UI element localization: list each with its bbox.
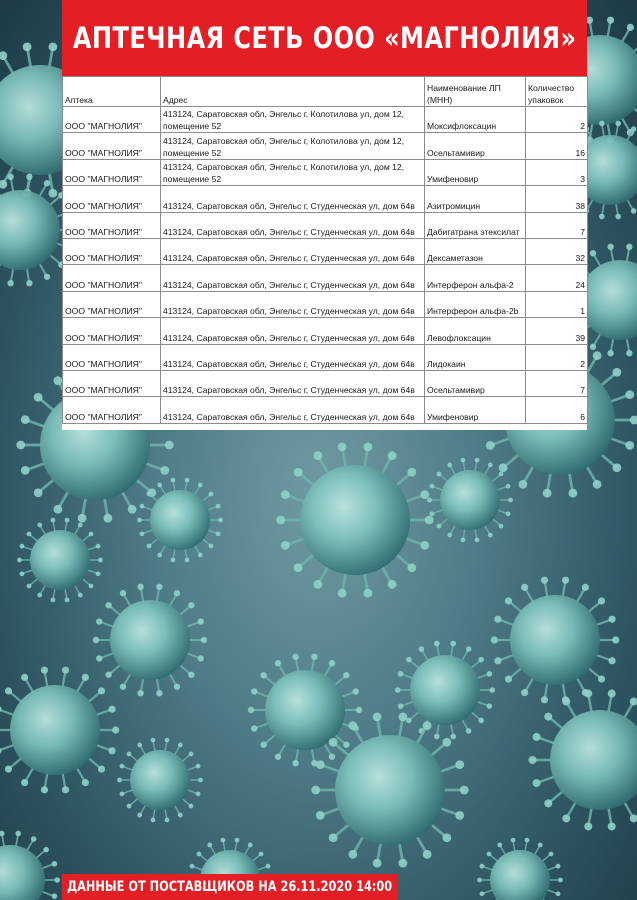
cell-drug-name: Интерферон альфа-2 [425, 265, 526, 291]
page-title: АПТЕЧНАЯ СЕТЬ ООО «МАГНОЛИЯ» [72, 21, 577, 55]
cell-drug-name: Дабигатрана этексилат [425, 212, 526, 238]
table-row [63, 318, 588, 344]
cell-address: 413124, Саратовская обл, Энгельс г, Колотилова ул, дом 12, помещение 52 [161, 133, 425, 159]
table-row [63, 397, 588, 423]
cell-quantity: 1 [526, 291, 588, 317]
cell-quantity: 2 [526, 107, 588, 133]
cell-pharmacy: ООО "МАГНОЛИЯ" [63, 397, 161, 423]
table-row [63, 186, 588, 212]
cell-pharmacy: ООО "МАГНОЛИЯ" [63, 318, 161, 344]
cell-drug-name: Моксифлоксацин [425, 107, 526, 133]
footer-banner [62, 874, 397, 900]
cell-drug-name: Осельтамивир [425, 370, 526, 396]
cell-quantity: 38 [526, 186, 588, 212]
cell-drug-name: Умифеновир [425, 397, 526, 423]
cell-quantity: 39 [526, 318, 588, 344]
cell-pharmacy: ООО "МАГНОЛИЯ" [63, 265, 161, 291]
cell-address: 413124, Саратовская обл, Энгельс г, Студенческая ул, дом 64в [161, 397, 425, 423]
cell-drug-name: Левофлоксацин [425, 318, 526, 344]
cell-quantity: 24 [526, 265, 588, 291]
cell-pharmacy: ООО "МАГНОЛИЯ" [63, 370, 161, 396]
table-row [63, 107, 588, 133]
cell-quantity: 2 [526, 344, 588, 370]
column-header-pharmacy: Аптека [63, 77, 161, 107]
cell-quantity: 6 [526, 397, 588, 423]
cell-quantity: 7 [526, 212, 588, 238]
cell-drug-name: Осельтамивир [425, 133, 526, 159]
cell-quantity: 32 [526, 238, 588, 264]
cell-pharmacy: ООО "МАГНОЛИЯ" [63, 107, 161, 133]
cell-pharmacy: ООО "МАГНОЛИЯ" [63, 238, 161, 264]
cell-address: 413124, Саратовская обл, Энгельс г, Колотилова ул, дом 12, помещение 52 [161, 107, 425, 133]
table-row [63, 133, 588, 159]
cell-pharmacy: ООО "МАГНОЛИЯ" [63, 212, 161, 238]
cell-quantity: 3 [526, 159, 588, 185]
cell-quantity: 7 [526, 370, 588, 396]
cell-address: 413124, Саратовская обл, Энгельс г, Студенческая ул, дом 64в [161, 344, 425, 370]
table-row [63, 344, 588, 370]
cell-address: 413124, Саратовская обл, Энгельс г, Студенческая ул, дом 64в [161, 370, 425, 396]
table-row [63, 212, 588, 238]
cell-address: 413124, Саратовская обл, Энгельс г, Студенческая ул, дом 64в [161, 186, 425, 212]
cell-address: 413124, Саратовская обл, Энгельс г, Студенческая ул, дом 64в [161, 238, 425, 264]
table-header-row [63, 77, 588, 107]
data-timestamp: ДАННЫЕ ОТ ПОСТАВЩИКОВ НА 26.11.2020 14:00 [66, 879, 393, 895]
cell-drug-name: Интерферон альфа-2b [425, 291, 526, 317]
table-row [63, 159, 588, 185]
cell-drug-name: Дексаметазон [425, 238, 526, 264]
cell-pharmacy: ООО "МАГНОЛИЯ" [63, 159, 161, 185]
cell-pharmacy: ООО "МАГНОЛИЯ" [63, 133, 161, 159]
cell-pharmacy: ООО "МАГНОЛИЯ" [63, 186, 161, 212]
table-row [63, 370, 588, 396]
column-header-quantity: Количество упаковок [526, 77, 588, 107]
table-row [63, 238, 588, 264]
cell-quantity: 16 [526, 133, 588, 159]
cell-pharmacy: ООО "МАГНОЛИЯ" [63, 344, 161, 370]
cell-address: 413124, Саратовская обл, Энгельс г, Колотилова ул, дом 12, помещение 52 [161, 159, 425, 185]
cell-address: 413124, Саратовская обл, Энгельс г, Студенческая ул, дом 64в [161, 265, 425, 291]
cell-address: 413124, Саратовская обл, Энгельс г, Студенческая ул, дом 64в [161, 212, 425, 238]
pharmacy-table [62, 76, 587, 430]
table-row [63, 265, 588, 291]
column-header-address: Адрес [161, 77, 425, 107]
cell-drug-name: Умифеновир [425, 159, 526, 185]
cell-drug-name: Лидокаин [425, 344, 526, 370]
cell-drug-name: Азитромицин [425, 186, 526, 212]
cell-address: 413124, Саратовская обл, Энгельс г, Студенческая ул, дом 64в [161, 291, 425, 317]
title-banner [62, 0, 587, 76]
column-header-drug-name: Наименование ЛП (МНН) [425, 77, 526, 107]
cell-pharmacy: ООО "МАГНОЛИЯ" [63, 291, 161, 317]
table-row [63, 291, 588, 317]
cell-address: 413124, Саратовская обл, Энгельс г, Студенческая ул, дом 64в [161, 318, 425, 344]
